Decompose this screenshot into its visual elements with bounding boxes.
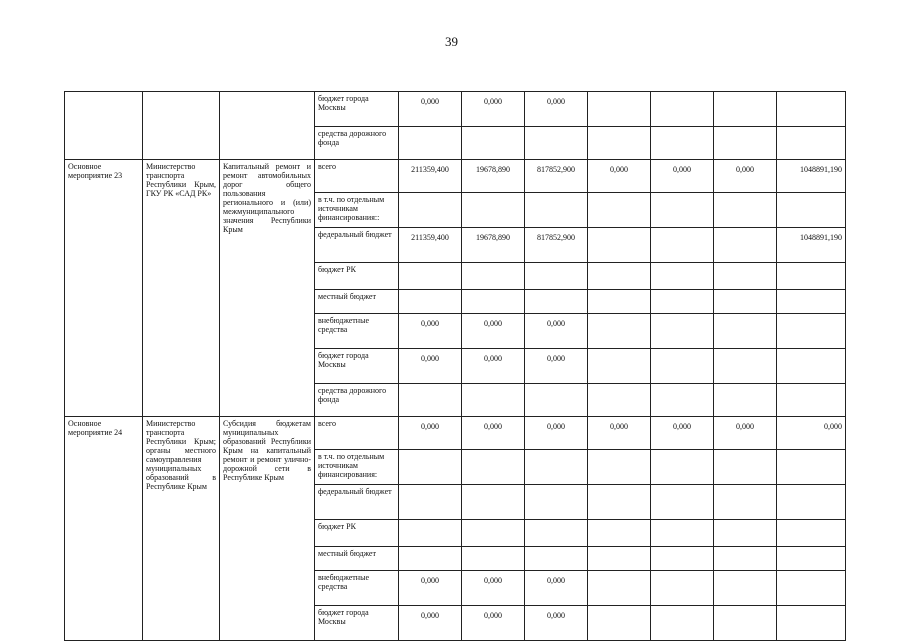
amount-cell xyxy=(588,450,651,485)
description-cell: Капитальный ремонт и ремонт автомобильных дорог общего пользования регионального и (или) межмуниципального значения Республики Крым xyxy=(220,160,315,417)
amount-cell xyxy=(462,193,525,228)
amount-cell xyxy=(525,263,588,290)
amount-cell xyxy=(399,450,462,485)
executor-cell: Министерство транспорта Республики Крым, ГКУ РК «САД РК» xyxy=(143,160,220,417)
amount-cell xyxy=(777,520,846,547)
amount-cell: 817852,900 xyxy=(525,160,588,193)
amount-cell xyxy=(777,314,846,349)
amount-cell: 0,000 xyxy=(651,160,714,193)
amount-cell xyxy=(462,520,525,547)
amount-cell xyxy=(714,547,777,571)
table-row xyxy=(65,160,846,193)
funding-source-cell: всего xyxy=(315,417,399,450)
amount-cell xyxy=(777,571,846,606)
amount-cell xyxy=(651,92,714,127)
amount-cell: 0,000 xyxy=(525,349,588,384)
page-number: 39 xyxy=(445,34,458,49)
amount-cell xyxy=(588,314,651,349)
amount-cell xyxy=(651,547,714,571)
amount-cell: 0,000 xyxy=(651,417,714,450)
amount-cell xyxy=(651,290,714,314)
amount-cell xyxy=(588,349,651,384)
amount-cell xyxy=(462,290,525,314)
amount-cell xyxy=(651,228,714,263)
amount-cell xyxy=(777,349,846,384)
description-cell: Субсидия бюджетам муниципальных образований Республики Крым на капитальный ремонт и ремонт улично-дорожной сети в Республике Крым xyxy=(220,417,315,641)
amount-cell xyxy=(588,92,651,127)
event-cell: Основное мероприятие 24 xyxy=(65,417,143,641)
amount-cell xyxy=(588,290,651,314)
amount-cell xyxy=(399,193,462,228)
description-cell xyxy=(220,92,315,160)
amount-cell xyxy=(525,290,588,314)
amount-cell: 0,000 xyxy=(588,160,651,193)
amount-cell xyxy=(399,384,462,417)
amount-cell xyxy=(462,485,525,520)
funding-source-cell: средства дорожного фонда xyxy=(315,127,399,160)
amount-cell xyxy=(399,485,462,520)
table-row xyxy=(65,92,846,127)
amount-cell xyxy=(651,127,714,160)
amount-cell: 0,000 xyxy=(399,349,462,384)
amount-cell xyxy=(777,290,846,314)
amount-cell: 19678,890 xyxy=(462,160,525,193)
funding-source-cell: федеральный бюджет xyxy=(315,228,399,263)
amount-cell: 0,000 xyxy=(399,606,462,641)
amount-cell xyxy=(525,520,588,547)
amount-cell xyxy=(714,263,777,290)
amount-cell xyxy=(588,384,651,417)
amount-cell xyxy=(525,547,588,571)
amount-cell xyxy=(777,127,846,160)
amount-cell xyxy=(714,485,777,520)
amount-cell xyxy=(588,127,651,160)
amount-cell: 0,000 xyxy=(462,571,525,606)
amount-cell xyxy=(777,263,846,290)
financing-table xyxy=(64,91,846,641)
amount-cell xyxy=(588,228,651,263)
amount-cell xyxy=(462,263,525,290)
amount-cell xyxy=(777,606,846,641)
amount-cell: 0,000 xyxy=(777,417,846,450)
amount-cell xyxy=(588,571,651,606)
amount-cell: 0,000 xyxy=(399,571,462,606)
funding-source-cell: бюджет города Москвы xyxy=(315,349,399,384)
funding-source-cell: бюджет города Москвы xyxy=(315,92,399,127)
amount-cell xyxy=(714,349,777,384)
amount-cell xyxy=(462,127,525,160)
amount-cell: 0,000 xyxy=(714,160,777,193)
amount-cell xyxy=(399,127,462,160)
amount-cell: 211359,400 xyxy=(399,160,462,193)
amount-cell xyxy=(651,485,714,520)
executor-cell xyxy=(143,92,220,160)
amount-cell xyxy=(651,263,714,290)
amount-cell: 0,000 xyxy=(525,314,588,349)
amount-cell xyxy=(462,450,525,485)
amount-cell: 0,000 xyxy=(525,417,588,450)
amount-cell xyxy=(651,384,714,417)
amount-cell xyxy=(777,547,846,571)
amount-cell xyxy=(714,520,777,547)
funding-source-cell: местный бюджет xyxy=(315,547,399,571)
funding-source-cell: бюджет города Москвы xyxy=(315,606,399,641)
amount-cell xyxy=(399,290,462,314)
table-row xyxy=(65,417,846,450)
amount-cell: 211359,400 xyxy=(399,228,462,263)
funding-source-cell: в т.ч. по отдельным источникам финансирования: xyxy=(315,450,399,485)
amount-cell xyxy=(651,606,714,641)
amount-cell xyxy=(399,547,462,571)
amount-cell xyxy=(588,606,651,641)
table-body xyxy=(65,92,846,641)
amount-cell: 0,000 xyxy=(399,417,462,450)
amount-cell: 0,000 xyxy=(525,92,588,127)
funding-source-cell: всего xyxy=(315,160,399,193)
amount-cell xyxy=(714,228,777,263)
amount-cell xyxy=(525,193,588,228)
amount-cell xyxy=(714,290,777,314)
amount-cell xyxy=(399,263,462,290)
amount-cell: 0,000 xyxy=(399,92,462,127)
event-cell: Основное мероприятие 23 xyxy=(65,160,143,417)
amount-cell xyxy=(714,606,777,641)
amount-cell xyxy=(714,571,777,606)
amount-cell xyxy=(588,263,651,290)
amount-cell xyxy=(462,384,525,417)
amount-cell: 0,000 xyxy=(462,314,525,349)
amount-cell: 0,000 xyxy=(462,606,525,641)
amount-cell: 0,000 xyxy=(462,349,525,384)
funding-source-cell: бюджет РК xyxy=(315,520,399,547)
event-cell xyxy=(65,92,143,160)
amount-cell: 817852,900 xyxy=(525,228,588,263)
amount-cell: 0,000 xyxy=(462,92,525,127)
amount-cell xyxy=(462,547,525,571)
amount-cell: 0,000 xyxy=(399,314,462,349)
amount-cell xyxy=(525,450,588,485)
amount-cell: 1048891,190 xyxy=(777,228,846,263)
funding-source-cell: местный бюджет xyxy=(315,290,399,314)
amount-cell: 0,000 xyxy=(714,417,777,450)
funding-source-cell: внебюджетные средства xyxy=(315,314,399,349)
amount-cell xyxy=(588,193,651,228)
amount-cell: 1048891,190 xyxy=(777,160,846,193)
amount-cell: 0,000 xyxy=(525,571,588,606)
amount-cell xyxy=(651,314,714,349)
amount-cell xyxy=(714,92,777,127)
amount-cell xyxy=(714,450,777,485)
amount-cell xyxy=(525,384,588,417)
amount-cell xyxy=(651,349,714,384)
amount-cell xyxy=(777,450,846,485)
amount-cell xyxy=(651,193,714,228)
amount-cell xyxy=(588,520,651,547)
amount-cell xyxy=(777,485,846,520)
funding-source-cell: в т.ч. по отдельным источникам финансирования:: xyxy=(315,193,399,228)
funding-source-cell: средства дорожного фонда xyxy=(315,384,399,417)
amount-cell xyxy=(714,384,777,417)
amount-cell xyxy=(651,571,714,606)
funding-source-cell: федеральный бюджет xyxy=(315,485,399,520)
amount-cell xyxy=(777,92,846,127)
amount-cell xyxy=(588,485,651,520)
amount-cell xyxy=(714,127,777,160)
amount-cell xyxy=(588,547,651,571)
amount-cell xyxy=(714,193,777,228)
amount-cell: 0,000 xyxy=(462,417,525,450)
amount-cell xyxy=(525,127,588,160)
amount-cell xyxy=(777,193,846,228)
amount-cell: 0,000 xyxy=(525,606,588,641)
executor-cell: Министерство транспорта Республики Крым; органы местного самоуправления муниципальных образований в Республике Крым xyxy=(143,417,220,641)
amount-cell xyxy=(777,384,846,417)
amount-cell xyxy=(651,520,714,547)
amount-cell: 19678,890 xyxy=(462,228,525,263)
amount-cell xyxy=(399,520,462,547)
amount-cell xyxy=(651,450,714,485)
funding-source-cell: внебюджетные средства xyxy=(315,571,399,606)
funding-source-cell: бюджет РК xyxy=(315,263,399,290)
amount-cell xyxy=(525,485,588,520)
amount-cell xyxy=(714,314,777,349)
amount-cell: 0,000 xyxy=(588,417,651,450)
